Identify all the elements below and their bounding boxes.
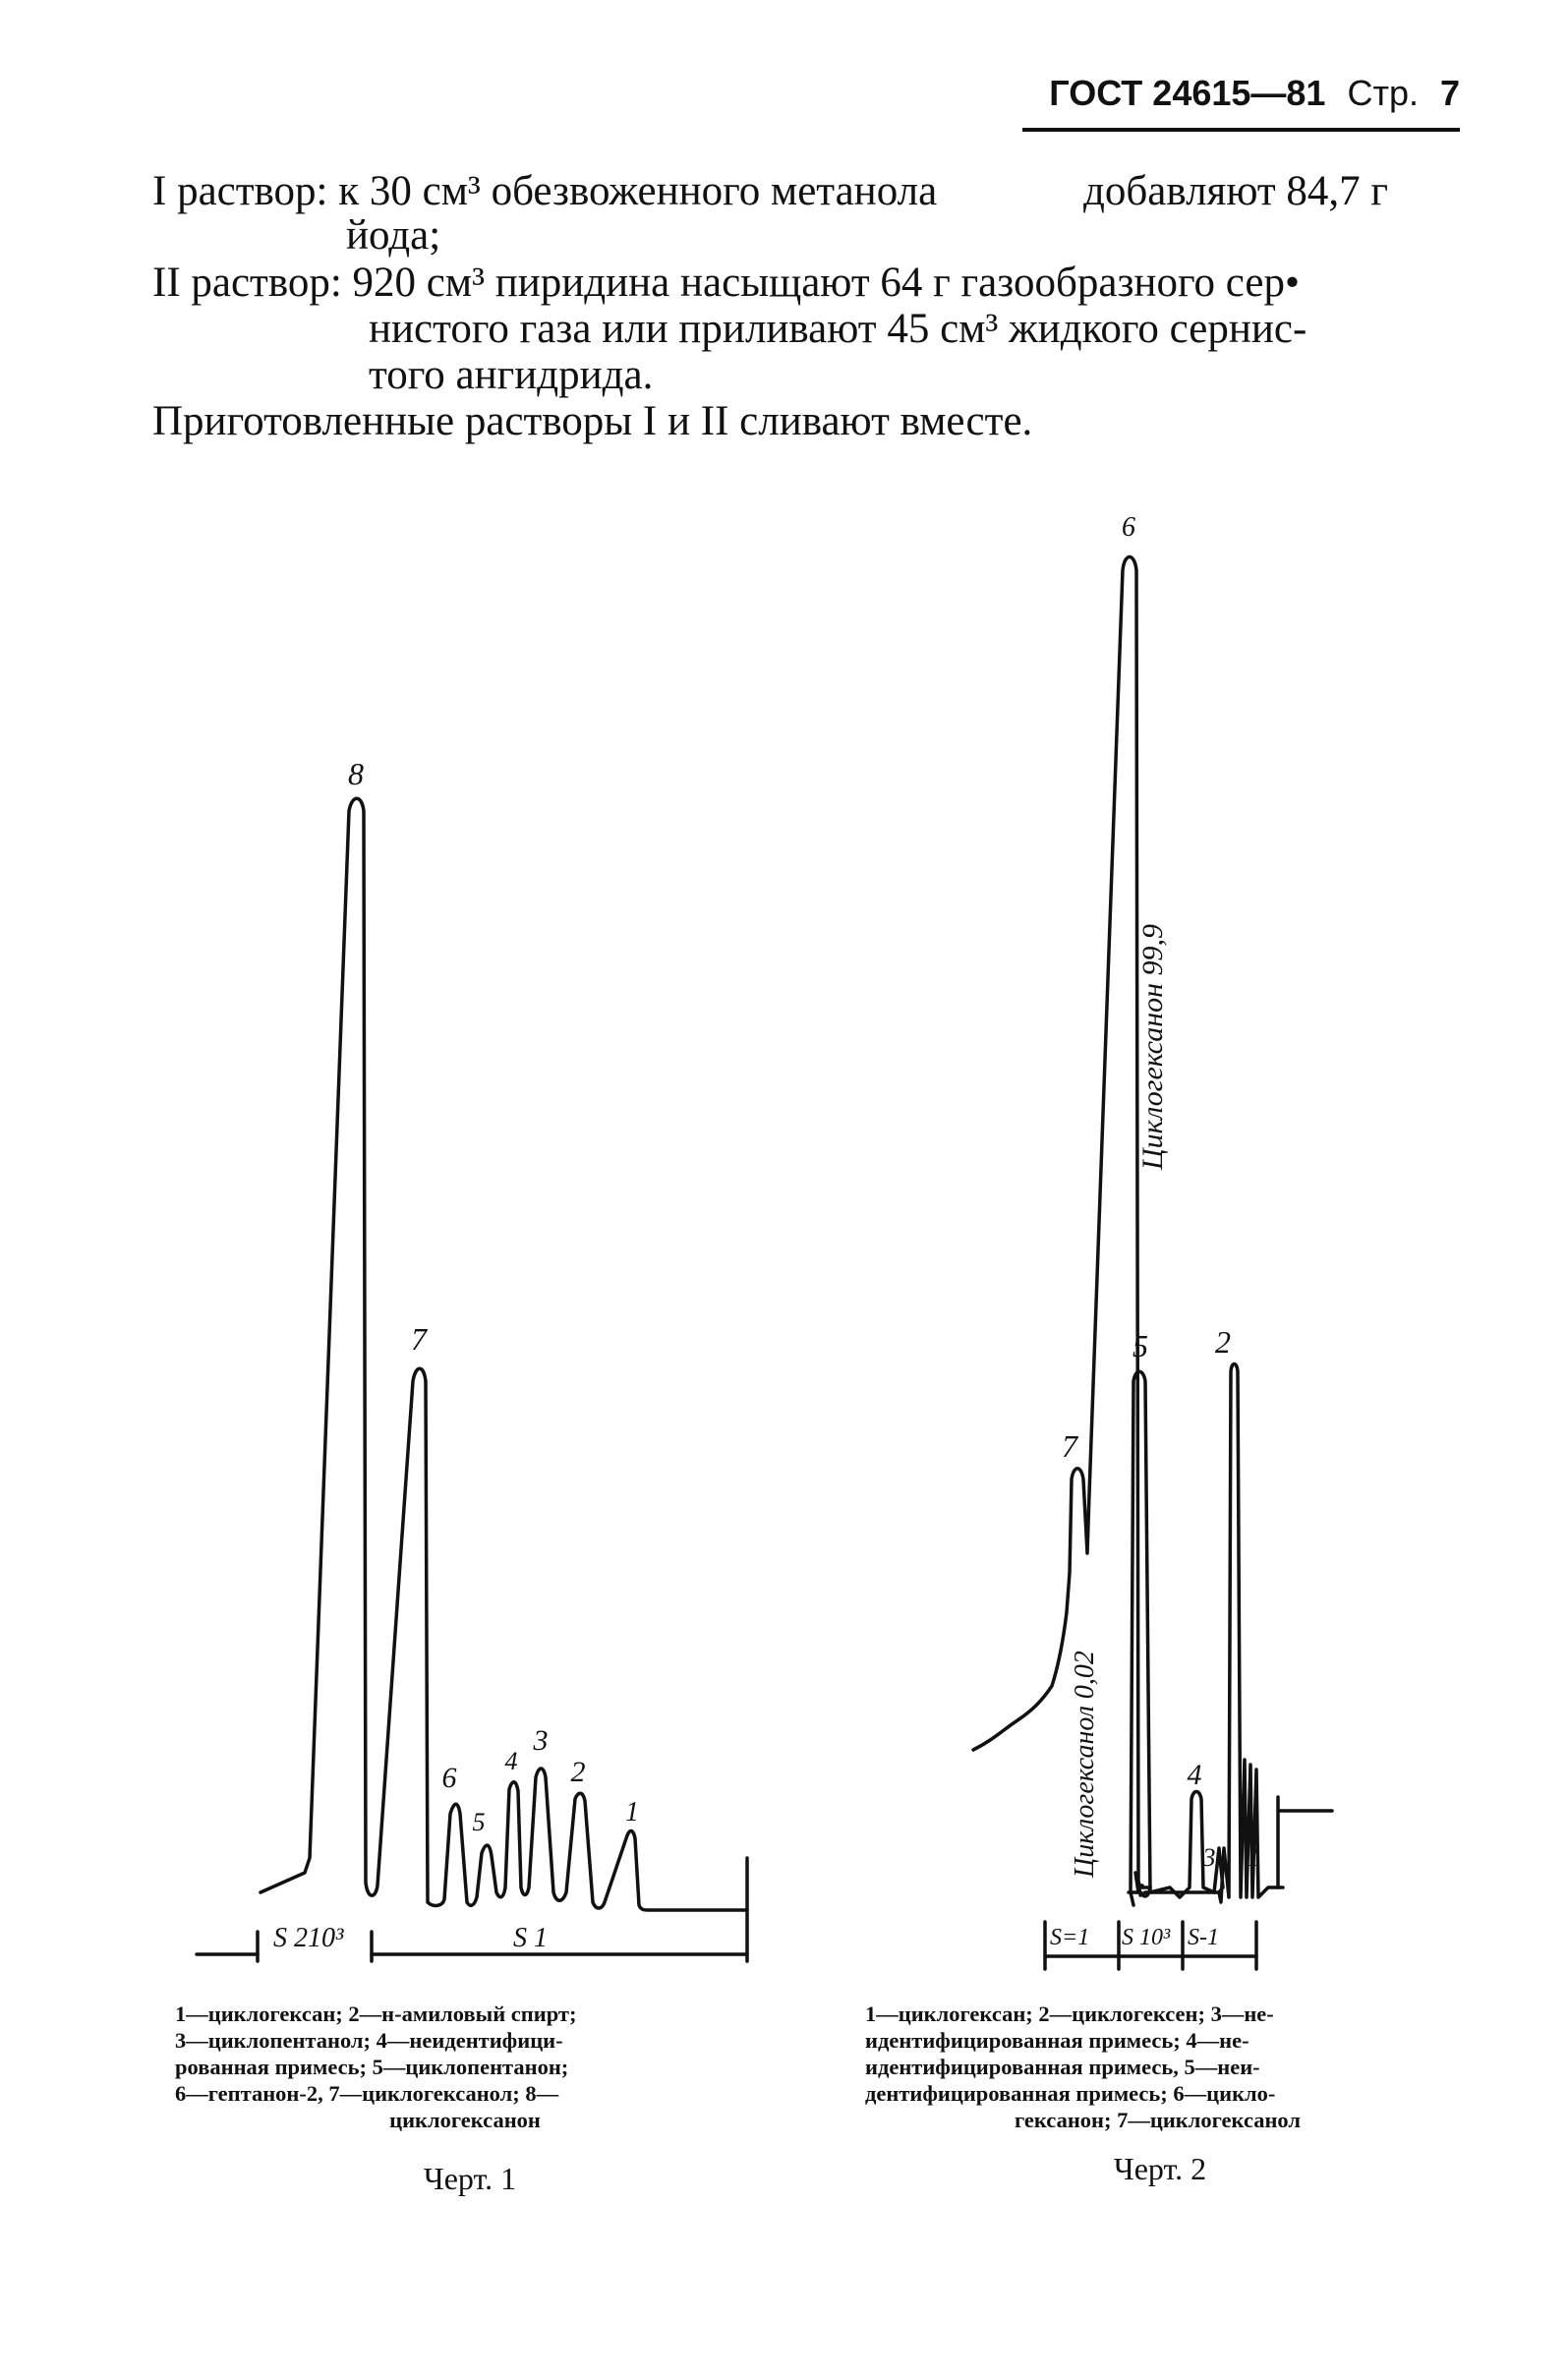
body-line-1b: добавляют 84,7 г <box>1083 168 1389 214</box>
body-line-4: нистого газа или приливают 45 см³ жидкого сернис- <box>369 306 1307 352</box>
fig2-peak-label-6: 6 <box>1122 512 1135 543</box>
fig2-peak-label-4: 4 <box>1187 1759 1202 1791</box>
fig2-peak-label-7: 7 <box>1062 1428 1077 1464</box>
fig1-scale-right: S 1 <box>513 1923 548 1953</box>
fig1-peak-label-2: 2 <box>570 1756 586 1788</box>
fig1-peak-label-6: 6 <box>441 1762 457 1794</box>
page-number: 7 <box>1439 73 1460 113</box>
body-line-6: Приготовленные растворы I и II сливают вместе. <box>152 398 1033 444</box>
fig1-peak-label-4: 4 <box>504 1747 518 1775</box>
fig1-caption-line: циклогексанон <box>389 2108 541 2132</box>
fig2-peak5 <box>1129 1892 1138 1905</box>
fig2-scale-3: S-1 <box>1188 1925 1219 1950</box>
fig2-trace <box>973 557 1150 1897</box>
fig2-peak-label-5: 5 <box>1132 1328 1148 1364</box>
fig2-annot-cyclohexanol: Циклогексанол 0,02 <box>1070 1651 1100 1878</box>
body-line-1a: I раствор: к 30 см³ обезвоженного метанола <box>152 168 938 214</box>
fig2-caption-line: 1—циклогексан; 2—циклогексен; 3—не- <box>865 2002 1274 2026</box>
fig1-peak-label-1: 1 <box>625 1797 639 1828</box>
fig2-caption-line: дентифицированная примесь; 6—цикло- <box>865 2081 1276 2106</box>
fig2-peaks-right <box>1131 1364 1283 1903</box>
fig1-scale-left: S 210³ <box>273 1923 344 1953</box>
standard-number: ГОСТ 24615—81 <box>1049 73 1326 113</box>
fig1-label: Черт. 1 <box>423 2161 517 2196</box>
fig1-peak-label-7: 7 <box>411 1321 427 1357</box>
body-line-2: йода; <box>346 212 441 259</box>
fig2-caption-line: гексанон; 7—циклогексанол <box>1015 2108 1301 2132</box>
fig2-caption-line: идентифицированная примесь; 4—не- <box>865 2028 1249 2053</box>
fig2-caption <box>865 2001 1450 2133</box>
fig1-caption-line: 3—циклопентанол; 4—неидентифици- <box>175 2028 563 2053</box>
fig1-peak-label-8: 8 <box>348 756 364 791</box>
fig2-scale-2: S 10³ <box>1122 1925 1171 1950</box>
fig2-caption-line: идентифицированная примесь, 5—неи- <box>865 2055 1260 2079</box>
body-line-3: II раствор: 920 см³ пиридина насыщают 64 г газообразного сер• <box>152 260 1301 306</box>
fig1-caption-line: 1—циклогексан; 2—н-амиловый спирт; <box>175 2002 577 2026</box>
body-line-5: того ангидрида. <box>369 352 654 398</box>
fig2-peak-label-2: 2 <box>1215 1324 1231 1360</box>
fig1-caption-line: рованная примесь; 5—циклопентанон; <box>175 2055 569 2079</box>
fig2-peak-label-3: 3 <box>1202 1843 1216 1872</box>
fig2-scale-1: S=1 <box>1050 1925 1090 1950</box>
fig1-peak-label-3: 3 <box>533 1724 549 1757</box>
fig1-caption <box>175 2001 755 2133</box>
fig2-annot-cyclohexanone: Циклогексанон 99,9 <box>1136 924 1169 1170</box>
fig2-label: Черт. 2 <box>1113 2151 1207 2186</box>
fig2-peak-label-1: 1 <box>1247 1843 1260 1872</box>
page-word: Стр. <box>1347 73 1419 113</box>
fig1-trace <box>261 798 747 1910</box>
fig1-caption-line: 6—гептанон-2, 7—циклогексанол; 8— <box>175 2081 559 2106</box>
fig1-peak-label-5: 5 <box>472 1808 486 1836</box>
